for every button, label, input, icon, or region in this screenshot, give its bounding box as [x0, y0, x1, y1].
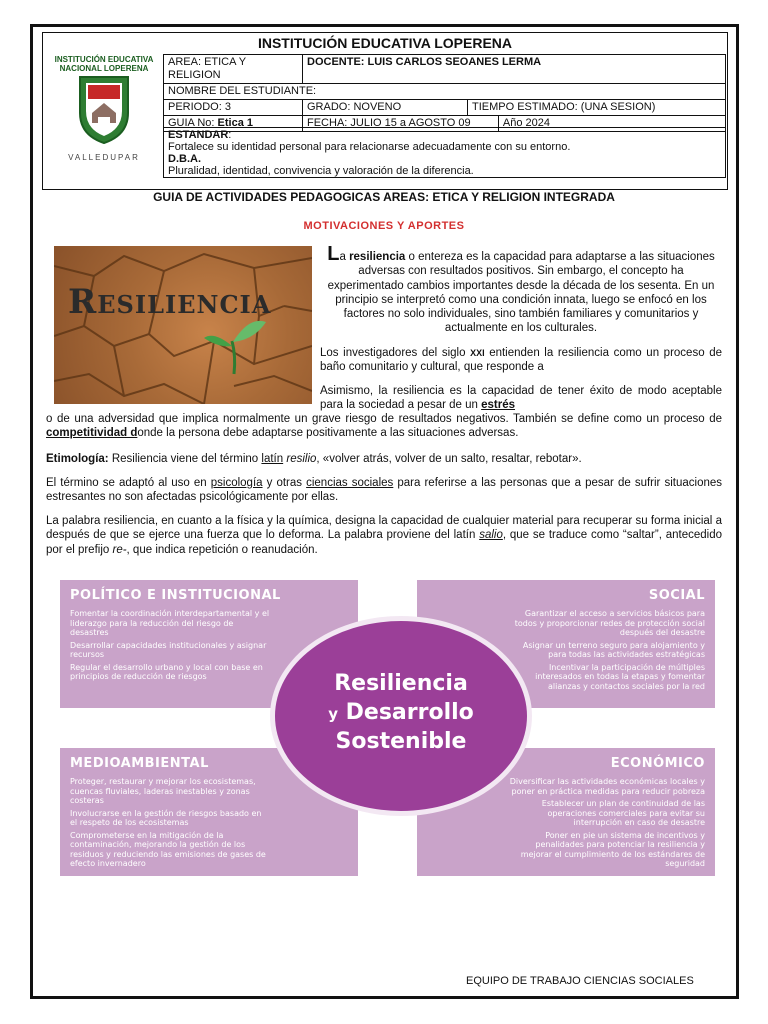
cracked-earth-illustration — [54, 246, 312, 404]
list-item: Diversificar las actividades económicas locales y poner en práctica medidas para reducir pobreza — [509, 777, 705, 796]
info-table — [163, 54, 726, 132]
periodo-cell: PERIODO: 3 — [164, 100, 303, 116]
list-item: Fomentar la coordinación interdepartamental y el liderazgo para la reducción del riesgo de desastres — [70, 609, 270, 637]
student-name-cell: NOMBRE DEL ESTUDIANTE: — [164, 84, 726, 100]
footer-text: EQUIPO DE TRABAJO CIENCIAS SOCIALES — [466, 975, 694, 987]
estandar-text: Fortalece su identidad personal para relacionarse adecuadamente con su entorno. — [168, 141, 571, 153]
quadrant-title: MEDIOAMBIENTAL — [70, 756, 209, 771]
dba-label: D.B.A. — [168, 153, 201, 165]
anio-cell: Año 2024 — [498, 116, 725, 132]
paragraph-etimologia: Etimología: Resiliencia viene del término latín resilio, «volver atrás, volver de un salto, resaltar, rebotar». — [46, 453, 582, 465]
list-item: Desarrollar capacidades institucionales y asignar recursos — [70, 640, 267, 659]
area-cell: AREA: ETICA Y RELIGION — [164, 55, 303, 84]
list-item: Garantizar el acceso a servicios básicos para todos y proporcionar redes de protección social después del desastre — [514, 609, 705, 637]
quadrant-title: POLÍTICO E INSTITUCIONAL — [70, 588, 281, 603]
paragraph-researchers: Los investigadores del siglo XXI entienden la resiliencia como un proceso de baño comunitario y cultural, que responde a — [320, 347, 722, 374]
center-line-1: Resiliencia — [334, 671, 468, 696]
guide-title: GUIA DE ACTIVIDADES PEDAGOGICAS AREAS: ETICA Y RELIGION INTEGRADA — [153, 190, 615, 204]
section-subtitle: MOTIVACIONES Y APORTES — [303, 220, 465, 232]
list-item: Involucrarse en la gestión de riesgos basado en el respeto de los ecosistemas — [70, 808, 262, 827]
list-item: Poner en pie un sistema de incentivos y penalidades para potenciar la resiliencia y mejorar el cumplimiento de los estándares de seguridad — [520, 830, 705, 868]
resiliencia-word: RESILIENCIA — [68, 282, 272, 322]
list-item: Asignar un terreno seguro para alojamiento y para todas las actividades estratégicas — [522, 640, 705, 659]
quadrant-title: ECONÓMICO — [610, 756, 705, 771]
tiempo-cell: TIEMPO ESTIMADO: (UNA SESION) — [468, 100, 726, 116]
list-item: Regular el desarrollo urbano y local con base en principios de reducción de riesgos — [70, 662, 263, 681]
paragraph-definition: La resiliencia o entereza es la capacidad para adaptarse a las situaciones adversas con resultados positivos. Sin embargo, el concepto ha experimentado cambios importantes desde la década de los sesenta. En un principio se interpretó como una condición innata, luego se enfocó en los factores no solo individuales, sino también familiares y comunitarios y actualmente en los culturales. — [327, 243, 715, 335]
resiliencia-infographic — [60, 578, 715, 878]
logo-line-2: NACIONAL LOPERENA — [59, 64, 149, 73]
list-item: Proteger, restaurar y mejorar los ecosistemas, cuencas fluviales, laderas inestables y zonas costeras — [70, 777, 256, 805]
center-line-2: y Desarrollo — [328, 700, 474, 725]
list-item: Comprometerse en la mitigación de la contaminación, mejorando la gestión de los residuos y reduciendo las emisiones de gases de efecto invernadero — [70, 830, 266, 868]
paragraph-psicologia: El término se adaptó al uso en psicología y otras ciencias sociales para referirse a las personas que a pesar de sufrir situaciones estresantes no son afectadas psicológicamente por ellas. — [46, 477, 723, 504]
docente-cell: DOCENTE: LUIS CARLOS SEOANES LERMA — [303, 55, 726, 84]
resiliencia-image — [54, 246, 312, 404]
dba-text: Pluralidad, identidad, convivencia y valoración de la diferencia. — [168, 165, 474, 177]
paragraph-fisica: La palabra resiliencia, en cuanto a la física y la química, designa la capacidad de cualquier material para recuperar su forma inicial a después de que se ejerce una fuerza que lo deforma. La palabra proviene del latín salio, que se traduce como “saltar”, antecedido por el prefijo re-, que indica repetición o reanudación. — [46, 515, 722, 556]
guia-label: GUIA No: — [168, 117, 218, 129]
quadrant-title: SOCIAL — [648, 588, 705, 603]
center-line-3: Sostenible — [335, 729, 467, 754]
list-item: Establecer un plan de continuidad de las operaciones comerciales para evitar su interrupción en caso de desastre — [541, 799, 705, 827]
paragraph-asimismo-1: Asimismo, la resiliencia es la capacidad de tener éxito de modo aceptable para la sociedad a pesar de un estrés — [320, 385, 722, 412]
list-item: Incentivar la participación de múltiples interesados en todas la etapas y fomentar alianzas y contactos sociales por la red — [535, 662, 705, 691]
standard-box: ESTANDAR: Fortalece su identidad personal para relacionarse adecuadamente con su entorno. D.B.A. Pluralidad, identidad, convivencia y valoración de la diferencia. — [163, 127, 726, 178]
grado-cell: GRADO: NOVENO — [303, 100, 468, 116]
logo-line-1: INSTITUCIÓN EDUCATIVA — [54, 55, 154, 64]
shield-icon — [74, 73, 134, 145]
center-circle — [270, 616, 532, 816]
estandar-label: ESTANDAR — [168, 129, 229, 141]
paragraph-asimismo-2: o de una adversidad que implica normalmente un grave riesgo de resultados negativos. También se define como un proceso de competitividad donde la persona debe adaptarse positivamente a las situaciones adversas. — [46, 413, 722, 440]
institution-title: INSTITUCIÓN EDUCATIVA LOPERENA — [257, 35, 513, 51]
school-logo — [46, 55, 162, 177]
logo-city: VALLEDUPAR — [68, 153, 140, 162]
fecha-cell: FECHA: JULIO 15 a AGOSTO 09 — [303, 116, 499, 132]
guia-value: Etica 1 — [217, 117, 253, 129]
